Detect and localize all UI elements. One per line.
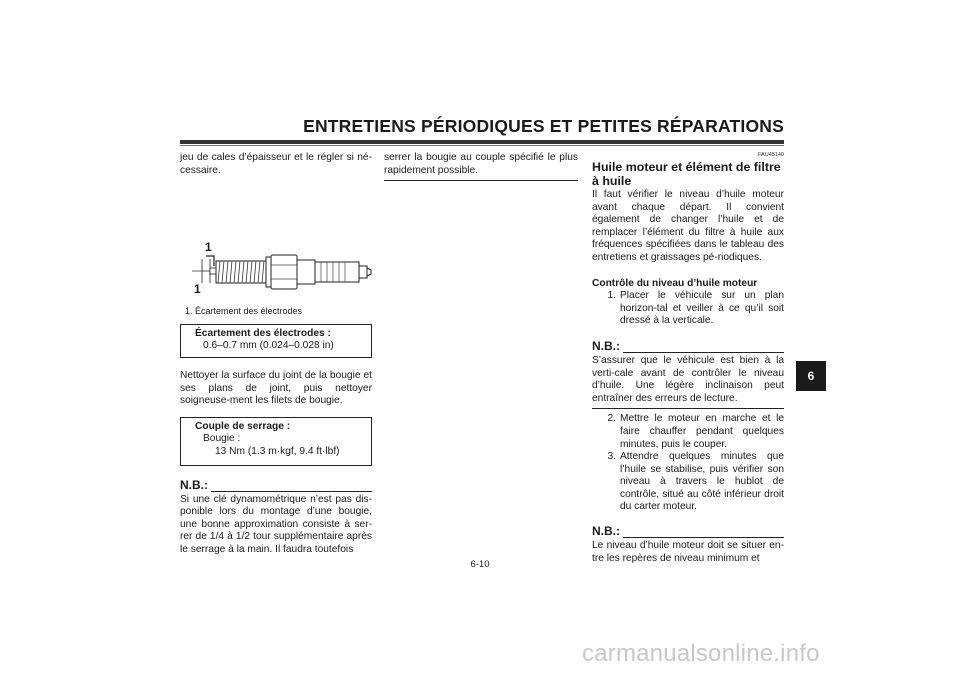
step-1: [592, 290, 784, 328]
header-rule: [180, 140, 784, 144]
note-2-rule: [623, 527, 784, 538]
chapter-tab: 6: [796, 361, 826, 391]
note-heading: [180, 479, 372, 492]
note-1-label: N.B.:: [592, 338, 620, 353]
section-code: FAU45140: [758, 152, 784, 158]
note-1-rule: [623, 342, 784, 353]
torque-box: [180, 417, 372, 466]
page-number: 6-10: [470, 559, 490, 570]
electrode-gap-value: 0.6–0.7 mm (0.024–0.028 in): [203, 340, 334, 352]
oil-intro-text: Il faut vérifier le niveau d’huile moteur avant chaque départ. Il convient également de changer l’huile et de remplacer l’élément du filtre à huile aux fréquences spécifiées dans le tableau des entretiens et graissages pé-riodiques.: [592, 189, 784, 263]
step-3: [592, 451, 784, 514]
watermark: carmanualsonline.info: [582, 640, 820, 667]
note-2-text: Le niveau d’huile moteur doit se situer en-tre les repères de niveau minimum et: [592, 540, 784, 564]
note-1-heading: [592, 340, 784, 353]
step-2-number: 2.: [607, 413, 616, 425]
step-1-number: 1.: [607, 290, 616, 302]
intro-text: jeu de cales d’épaisseur et le régler si né-cessaire.: [180, 152, 372, 176]
spark-plug-figure: [180, 177, 372, 305]
note-end-rule: [384, 180, 578, 181]
note-rule: [211, 481, 372, 492]
step-2-text: Mettre le moteur en marche et le faire chauffer pendant quelques minutes, puis le couper.: [620, 413, 784, 450]
note-text: Si une clé dynamométrique n’est pas dis-ponible lors du montage d’une bougie, une bonne approximation consiste à ser-rer de 1/4 à 1/2 tour supplémentaire après le serrage à la main. Il faudra toutefois: [180, 493, 372, 555]
step-3-text: Attendre quelques minutes que l’huile se stabilise, puis vérifier son niveau à travers le hublot de contrôle, situé au côté inférieur droit du carter moteur.: [620, 451, 784, 513]
subsection-title: Contrôle du niveau d’huile moteur: [592, 277, 758, 289]
figure-label-top: 1: [205, 240, 212, 255]
figure-caption: 1. Écartement des électrodes: [185, 306, 303, 317]
note-1-end-rule: [592, 408, 784, 409]
column-right: [592, 152, 784, 565]
header-rule-thin: [180, 145, 784, 146]
section-title: Huile moteur et élément de filtre à huile: [592, 160, 781, 188]
step-2: [592, 413, 784, 451]
continued-note-text: serrer la bougie au couple spécifié le plus rapidement possible.: [384, 152, 578, 176]
page-header-title: ENTRETIENS PÉRIODIQUES ET PETITES RÉPARATIONS: [303, 116, 784, 136]
note-label: N.B.:: [180, 477, 208, 492]
step-3-number: 3.: [607, 451, 616, 463]
column-middle: [384, 152, 578, 181]
clean-text: Nettoyer la surface du joint de la bougie et ses plans de joint, puis nettoyer soigneuse-ment les filets de bougie.: [180, 369, 372, 407]
note-2-heading: [592, 525, 784, 538]
electrode-gap-title: Écartement des électrodes :: [195, 327, 331, 339]
note-1-text: S’assurer que le véhicule est bien à la verti-cale avant de contrôler le niveau d’huile. Une légère inclinaison peut entraîner des erreurs de lecture.: [592, 354, 784, 404]
figure-label-bottom: 1: [194, 282, 201, 297]
electrode-gap-box: [180, 324, 372, 358]
step-1-text: Placer le véhicule sur un plan horizon-tal et veiller à ce qu’il soit dressé à la verticale.: [620, 290, 784, 327]
note-2-label: N.B.:: [592, 524, 620, 539]
column-left: [180, 152, 372, 557]
torque-title: Couple de serrage :: [195, 420, 291, 432]
torque-item: Bougie :: [203, 433, 241, 445]
torque-value: 13 Nm (1.3 m·kgf, 9.4 ft·lbf): [215, 445, 340, 457]
